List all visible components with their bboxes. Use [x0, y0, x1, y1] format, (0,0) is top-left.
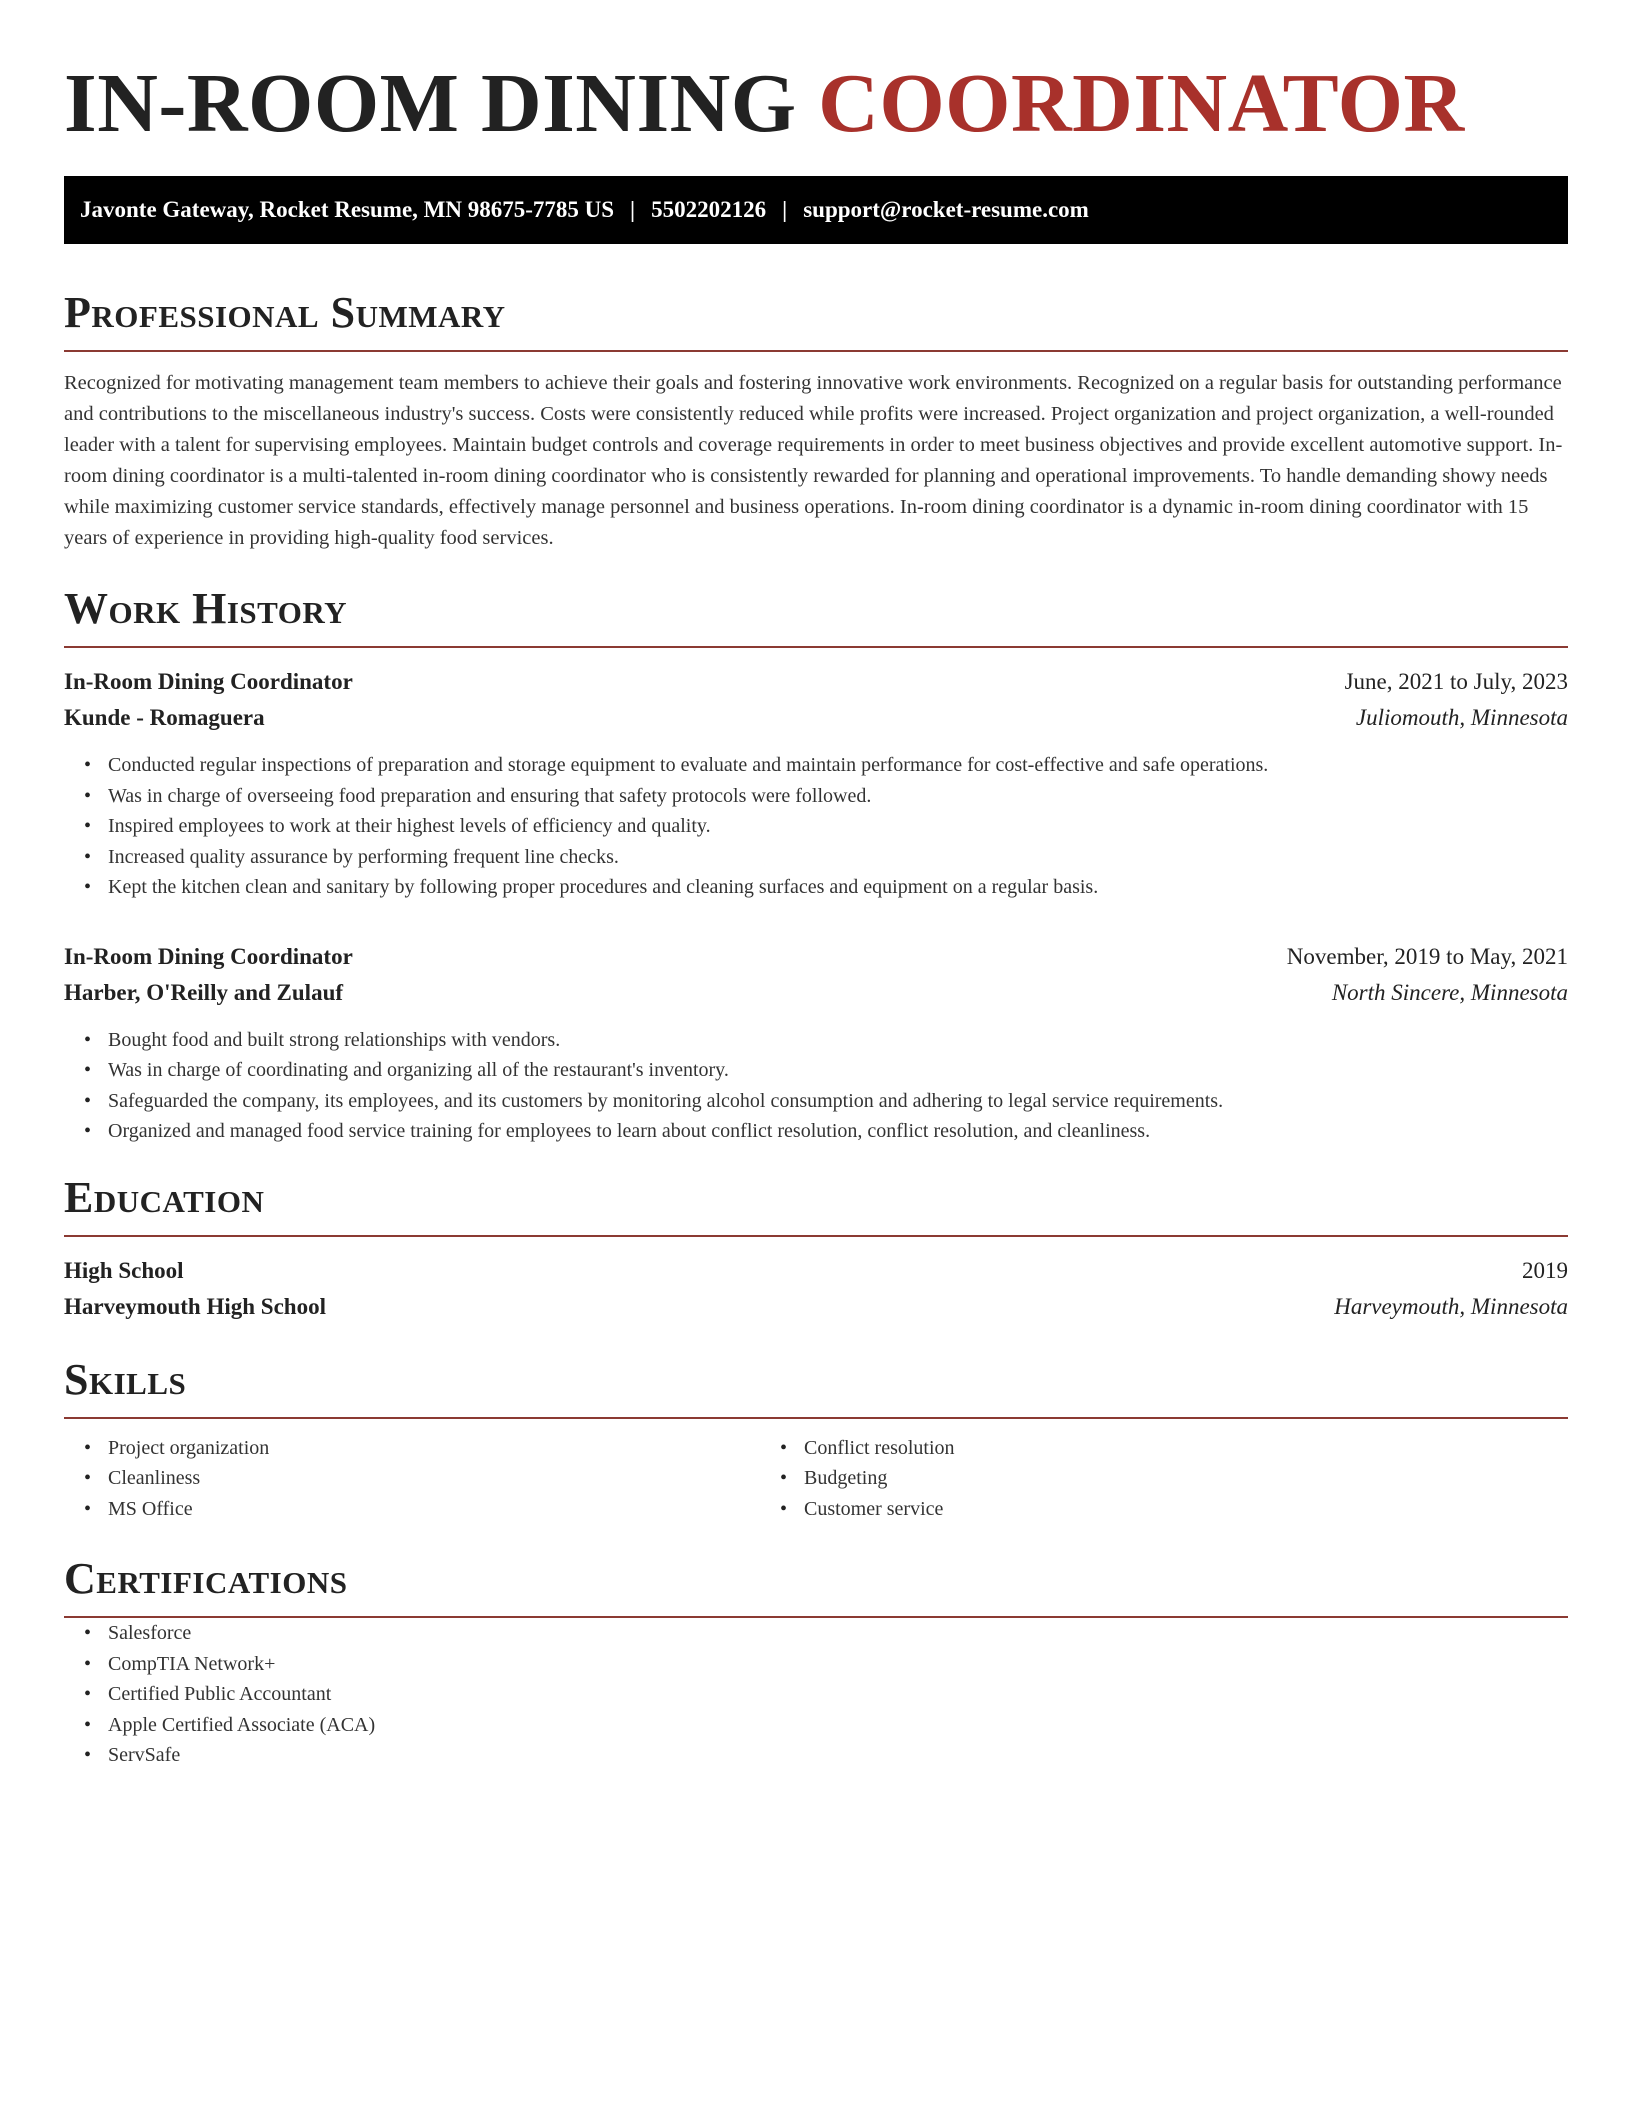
- skills-column-right: [760, 1433, 1568, 1525]
- list-item: • Inspired employees to work at their highest levels of efficiency and quality.: [108, 811, 1568, 842]
- certification-item: • ServSafe: [108, 1740, 1568, 1771]
- job-location: Juliomouth, Minnesota: [1355, 705, 1568, 730]
- section-divider: [64, 646, 1568, 648]
- job-bullets: [64, 1025, 1568, 1147]
- skills-heading: Skills: [64, 1354, 187, 1404]
- education-heading: Education: [64, 1172, 265, 1222]
- contact-email: support@rocket-resume.com: [803, 197, 1089, 222]
- list-item: • Was in charge of overseeing food preparation and ensuring that safety protocols were followed.: [108, 781, 1568, 812]
- skill-item: • MS Office: [108, 1494, 760, 1525]
- list-item: • Increased quality assurance by performing frequent line checks.: [108, 842, 1568, 873]
- title-part-2: COORDINATOR: [818, 57, 1465, 150]
- certification-item: • Apple Certified Associate (ACA): [108, 1710, 1568, 1741]
- job-entry: [64, 939, 1568, 1147]
- skill-item: • Customer service: [804, 1494, 1568, 1525]
- section-divider: [64, 1417, 1568, 1419]
- certification-item: • Certified Public Accountant: [108, 1679, 1568, 1710]
- certifications-heading: Certifications: [64, 1554, 348, 1603]
- work-history-heading: Work History: [64, 584, 348, 633]
- resume-name-title: [64, 0, 1568, 150]
- list-item: • Conducted regular inspections of preparation and storage equipment to evaluate and maintain performance for cost-effective and safe operations.: [108, 750, 1568, 781]
- skills-grid: [64, 1433, 1568, 1525]
- skill-item: • Conflict resolution: [804, 1433, 1568, 1464]
- job-dates: June, 2021 to July, 2023: [1344, 669, 1568, 694]
- resume-page: [64, 0, 1568, 1771]
- list-item: • Bought food and built strong relationships with vendors.: [108, 1025, 1568, 1056]
- skill-item: • Project organization: [108, 1433, 760, 1464]
- job-entry: [64, 664, 1568, 903]
- contact-separator: |: [630, 197, 636, 222]
- section-divider: [64, 350, 1568, 352]
- education-degree: High School: [64, 1257, 184, 1283]
- education-year: 2019: [1522, 1257, 1568, 1283]
- contact-address: Javonte Gateway, Rocket Resume, MN 98675-7785 US: [80, 197, 615, 222]
- list-item: • Organized and managed food service training for employees to learn about conflict resolution, conflict resolution, and cleanliness.: [108, 1116, 1568, 1147]
- education-school: Harveymouth High School: [64, 1293, 326, 1319]
- certifications-list: [64, 1618, 1568, 1771]
- contact-separator: |: [782, 197, 788, 222]
- contact-bar: [64, 176, 1568, 244]
- certification-item: • Salesforce: [108, 1618, 1568, 1649]
- list-item: • Was in charge of coordinating and organizing all of the restaurant's inventory.: [108, 1055, 1568, 1086]
- education-location: Harveymouth, Minnesota: [1334, 1293, 1568, 1319]
- certification-item: • CompTIA Network+: [108, 1649, 1568, 1680]
- skill-item: • Cleanliness: [108, 1463, 760, 1494]
- job-company: Kunde - Romaguera: [64, 705, 265, 730]
- section-divider: [64, 1235, 1568, 1237]
- list-item: • Kept the kitchen clean and sanitary by following proper procedures and cleaning surfaces and equipment on a regular basis.: [108, 872, 1568, 903]
- job-bullets: [64, 750, 1568, 903]
- job-dates: November, 2019 to May, 2021: [1286, 943, 1568, 969]
- job-title: In-Room Dining Coordinator: [64, 943, 353, 969]
- list-item: • Safeguarded the company, its employees, and its customers by monitoring alcohol consumption and adhering to legal service requirements.: [108, 1086, 1568, 1117]
- job-location: North Sincere, Minnesota: [1331, 979, 1568, 1005]
- title-part-1: IN-ROOM DINING: [64, 57, 797, 150]
- job-company: Harber, O'Reilly and Zulauf: [64, 979, 344, 1005]
- summary-text: Recognized for motivating management team members to achieve their goals and fostering innovative work environments. Recognized on a regular basis for outstanding performance and contributions to the miscellaneous industry's success. Costs were consistently reduced while profits were increased. Project organization and project organization, a well-rounded leader with a talent for supervising employees. Maintain budget controls and coverage requirements in order to meet business objectives and provide excellent automotive support. In-room dining coordinator is a multi-talented in-room dining coordinator who is consistently rewarded for planning and operational improvements. To handle demanding showy needs while maximizing customer service standards, effectively manage personnel and business operations. In-room dining coordinator is a dynamic in-room dining coordinator with 15 years of experience in providing high-quality food services.: [64, 372, 1563, 549]
- summary-heading: Professional Summary: [64, 288, 506, 337]
- job-title: In-Room Dining Coordinator: [64, 669, 353, 694]
- contact-phone: 5502202126: [651, 197, 767, 222]
- education-entry: [64, 1253, 1568, 1325]
- skills-column-left: [64, 1433, 760, 1525]
- skill-item: • Budgeting: [804, 1463, 1568, 1494]
